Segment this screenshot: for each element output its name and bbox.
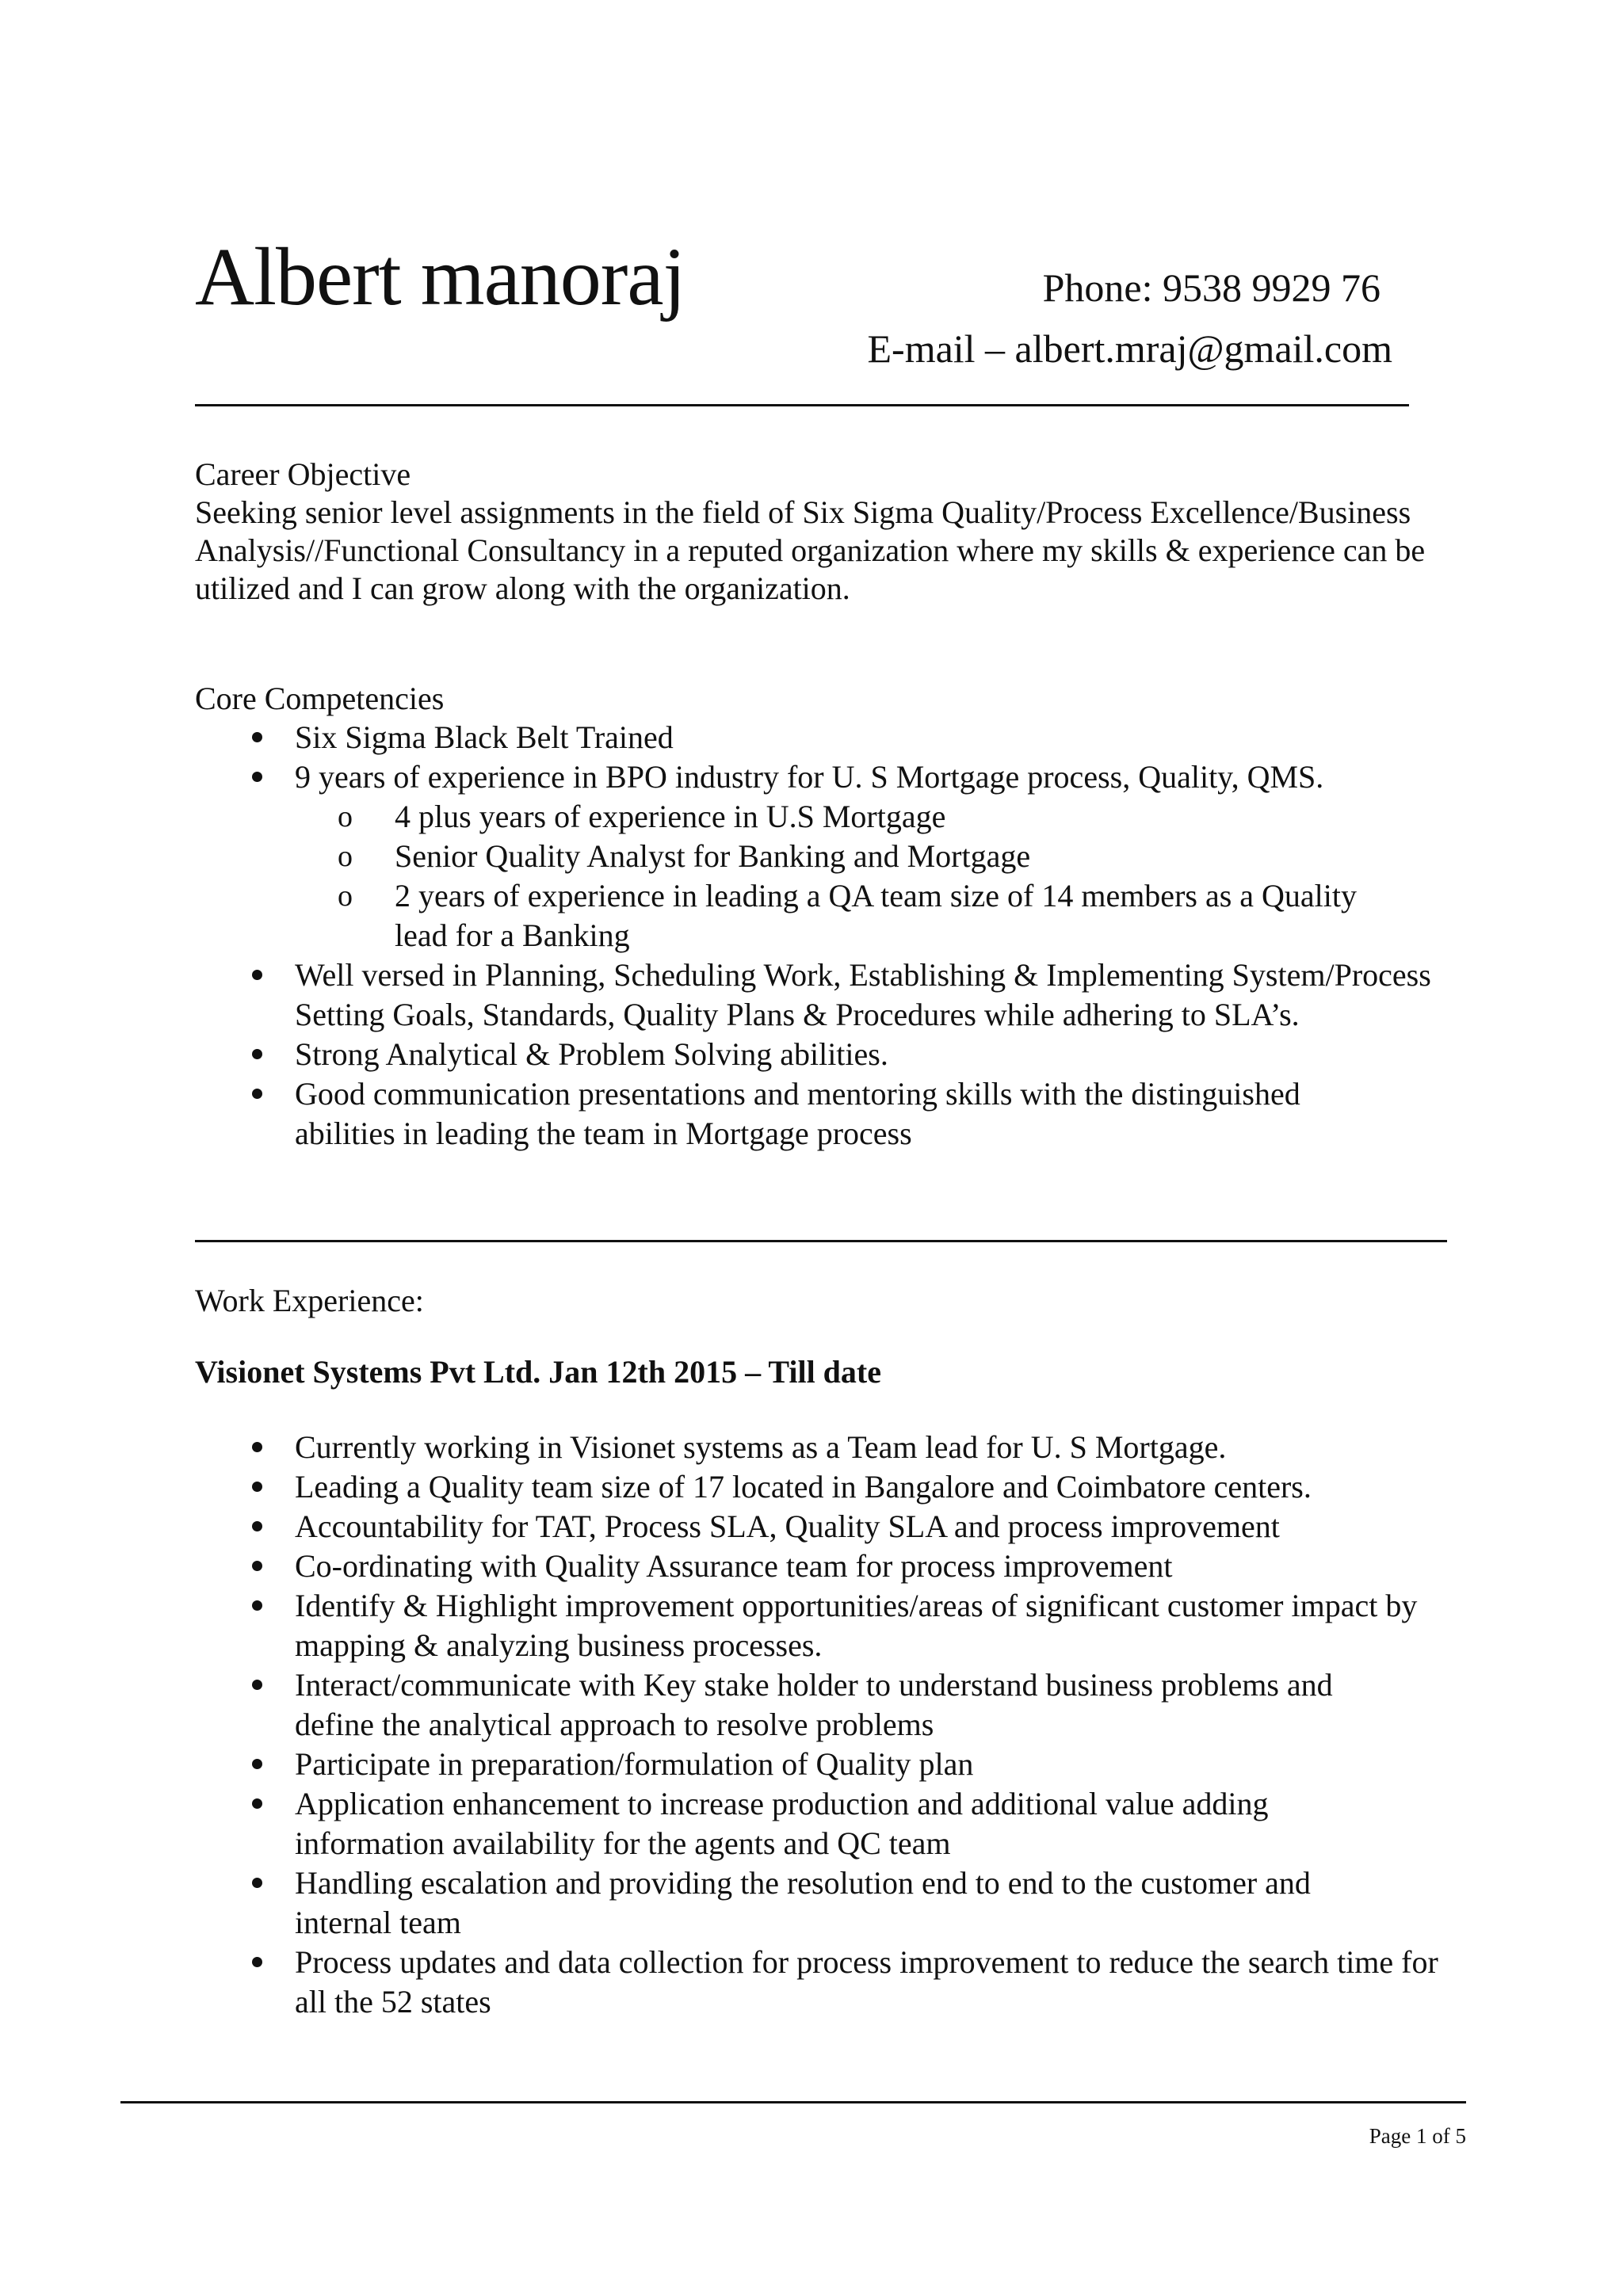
list-item-text: Handling escalation and providing the resolution end to end to the customer and internal team xyxy=(295,1865,1311,1940)
sub-list-item xyxy=(195,876,1463,955)
list-item-text: Participate in preparation/formulation of Quality plan xyxy=(295,1746,974,1782)
circle-bullet-icon: o xyxy=(338,879,353,913)
bullet-icon xyxy=(252,1049,262,1059)
bullet-icon xyxy=(252,1680,262,1690)
list-item xyxy=(195,1035,1463,1074)
email-address: E-mail – albert.mraj@gmail.com xyxy=(867,326,1392,371)
bullet-icon xyxy=(252,1089,262,1099)
list-item xyxy=(195,955,1463,1035)
bullet-icon xyxy=(252,772,262,782)
bullet-icon xyxy=(252,1759,262,1769)
list-item xyxy=(195,1467,1463,1507)
list-item-text: Well versed in Planning, Scheduling Work, Establishing & Implementing System/Process Setting Goals, Standards, Quality Plans & Procedures while adhering to SLA’s. xyxy=(295,957,1431,1032)
career-objective-section xyxy=(195,456,1463,608)
career-objective-heading: Career Objective xyxy=(195,456,411,492)
page-number: Page 1 of 5 xyxy=(1369,2124,1466,2148)
bullet-icon xyxy=(252,1442,262,1452)
phone-number: Phone: 9538 9929 76 xyxy=(1042,265,1381,310)
bullet-icon xyxy=(252,1521,262,1531)
list-item-text: Process updates and data collection for process improvement to reduce the search time for all the 52 states xyxy=(295,1944,1438,2019)
bullet-icon xyxy=(252,1482,262,1492)
bullet-icon xyxy=(252,1957,262,1967)
sub-list-item xyxy=(195,837,1463,876)
core-competencies-section xyxy=(195,680,1463,1154)
list-item-text: Strong Analytical & Problem Solving abilities. xyxy=(295,1036,888,1072)
sub-list-item-text: Senior Quality Analyst for Banking and Mortgage xyxy=(395,838,1031,874)
circle-bullet-icon: o xyxy=(338,840,353,873)
list-item-text: Leading a Quality team size of 17 located in Bangalore and Coimbatore centers. xyxy=(295,1469,1312,1505)
experience-sub-list xyxy=(195,797,1463,955)
work-experience-section xyxy=(195,1282,1463,1320)
bullet-icon xyxy=(252,732,262,742)
list-item xyxy=(195,1784,1463,1863)
work-experience-details xyxy=(195,1428,1463,2022)
section-divider xyxy=(195,1240,1447,1242)
core-competencies-list xyxy=(195,718,1463,1154)
work-experience-list xyxy=(195,1428,1463,2022)
circle-bullet-icon: o xyxy=(338,800,353,833)
list-item xyxy=(195,1863,1463,1943)
list-item-text: Interact/communicate with Key stake holder to understand business problems and define the analytical approach to resolve problems xyxy=(295,1667,1333,1742)
bullet-icon xyxy=(252,1561,262,1571)
list-item xyxy=(195,1547,1463,1586)
list-item xyxy=(195,1745,1463,1784)
list-item-text: Identify & Highlight improvement opportunities/areas of significant customer impact by mapping & analyzing business processes. xyxy=(295,1588,1418,1663)
bullet-icon xyxy=(252,1878,262,1888)
career-objective-text: Seeking senior level assignments in the field of Six Sigma Quality/Process Excellence/Business Analysis//Functional Consultancy in a reputed organization where my skills & experience can be utilized and I can grow along with the organization. xyxy=(195,494,1426,606)
list-item-text: Six Sigma Black Belt Trained xyxy=(295,719,674,755)
bullet-icon xyxy=(252,970,262,980)
sub-list-item-text: 2 years of experience in leading a QA team size of 14 members as a Quality lead for a Banking xyxy=(395,878,1358,953)
core-competencies-heading: Core Competencies xyxy=(195,681,445,716)
list-item xyxy=(195,757,1463,955)
header-divider xyxy=(195,404,1409,406)
list-item xyxy=(195,1507,1463,1547)
list-item xyxy=(195,1943,1463,2022)
list-item-text: Accountability for TAT, Process SLA, Quality SLA and process improvement xyxy=(295,1508,1280,1544)
bullet-icon xyxy=(252,1600,262,1611)
sub-list-item xyxy=(195,797,1463,837)
list-item-text: Currently working in Visionet systems as a Team lead for U. S Mortgage. xyxy=(295,1429,1227,1465)
work-experience-heading: Work Experience: xyxy=(195,1283,424,1318)
list-item xyxy=(195,1428,1463,1467)
list-item xyxy=(195,718,1463,757)
list-item-text: Good communication presentations and mentoring skills with the distinguished abilities in leading the team in Mortgage process xyxy=(295,1076,1300,1151)
company-title: Visionet Systems Pvt Ltd. Jan 12th 2015 – Till date xyxy=(195,1354,881,1390)
footer-divider xyxy=(120,2101,1466,2103)
list-item-text: Co-ordinating with Quality Assurance team for process improvement xyxy=(295,1548,1173,1584)
list-item xyxy=(195,1586,1463,1665)
list-item-text: Application enhancement to increase production and additional value adding information availability for the agents and QC team xyxy=(295,1786,1269,1861)
candidate-name: Albert manoraj xyxy=(195,231,685,322)
bullet-icon xyxy=(252,1798,262,1809)
list-item xyxy=(195,1665,1463,1745)
sub-list-item-text: 4 plus years of experience in U.S Mortgage xyxy=(395,799,946,834)
list-item-text: 9 years of experience in BPO industry for U. S Mortgage process, Quality, QMS. xyxy=(295,759,1324,795)
list-item xyxy=(195,1074,1463,1154)
